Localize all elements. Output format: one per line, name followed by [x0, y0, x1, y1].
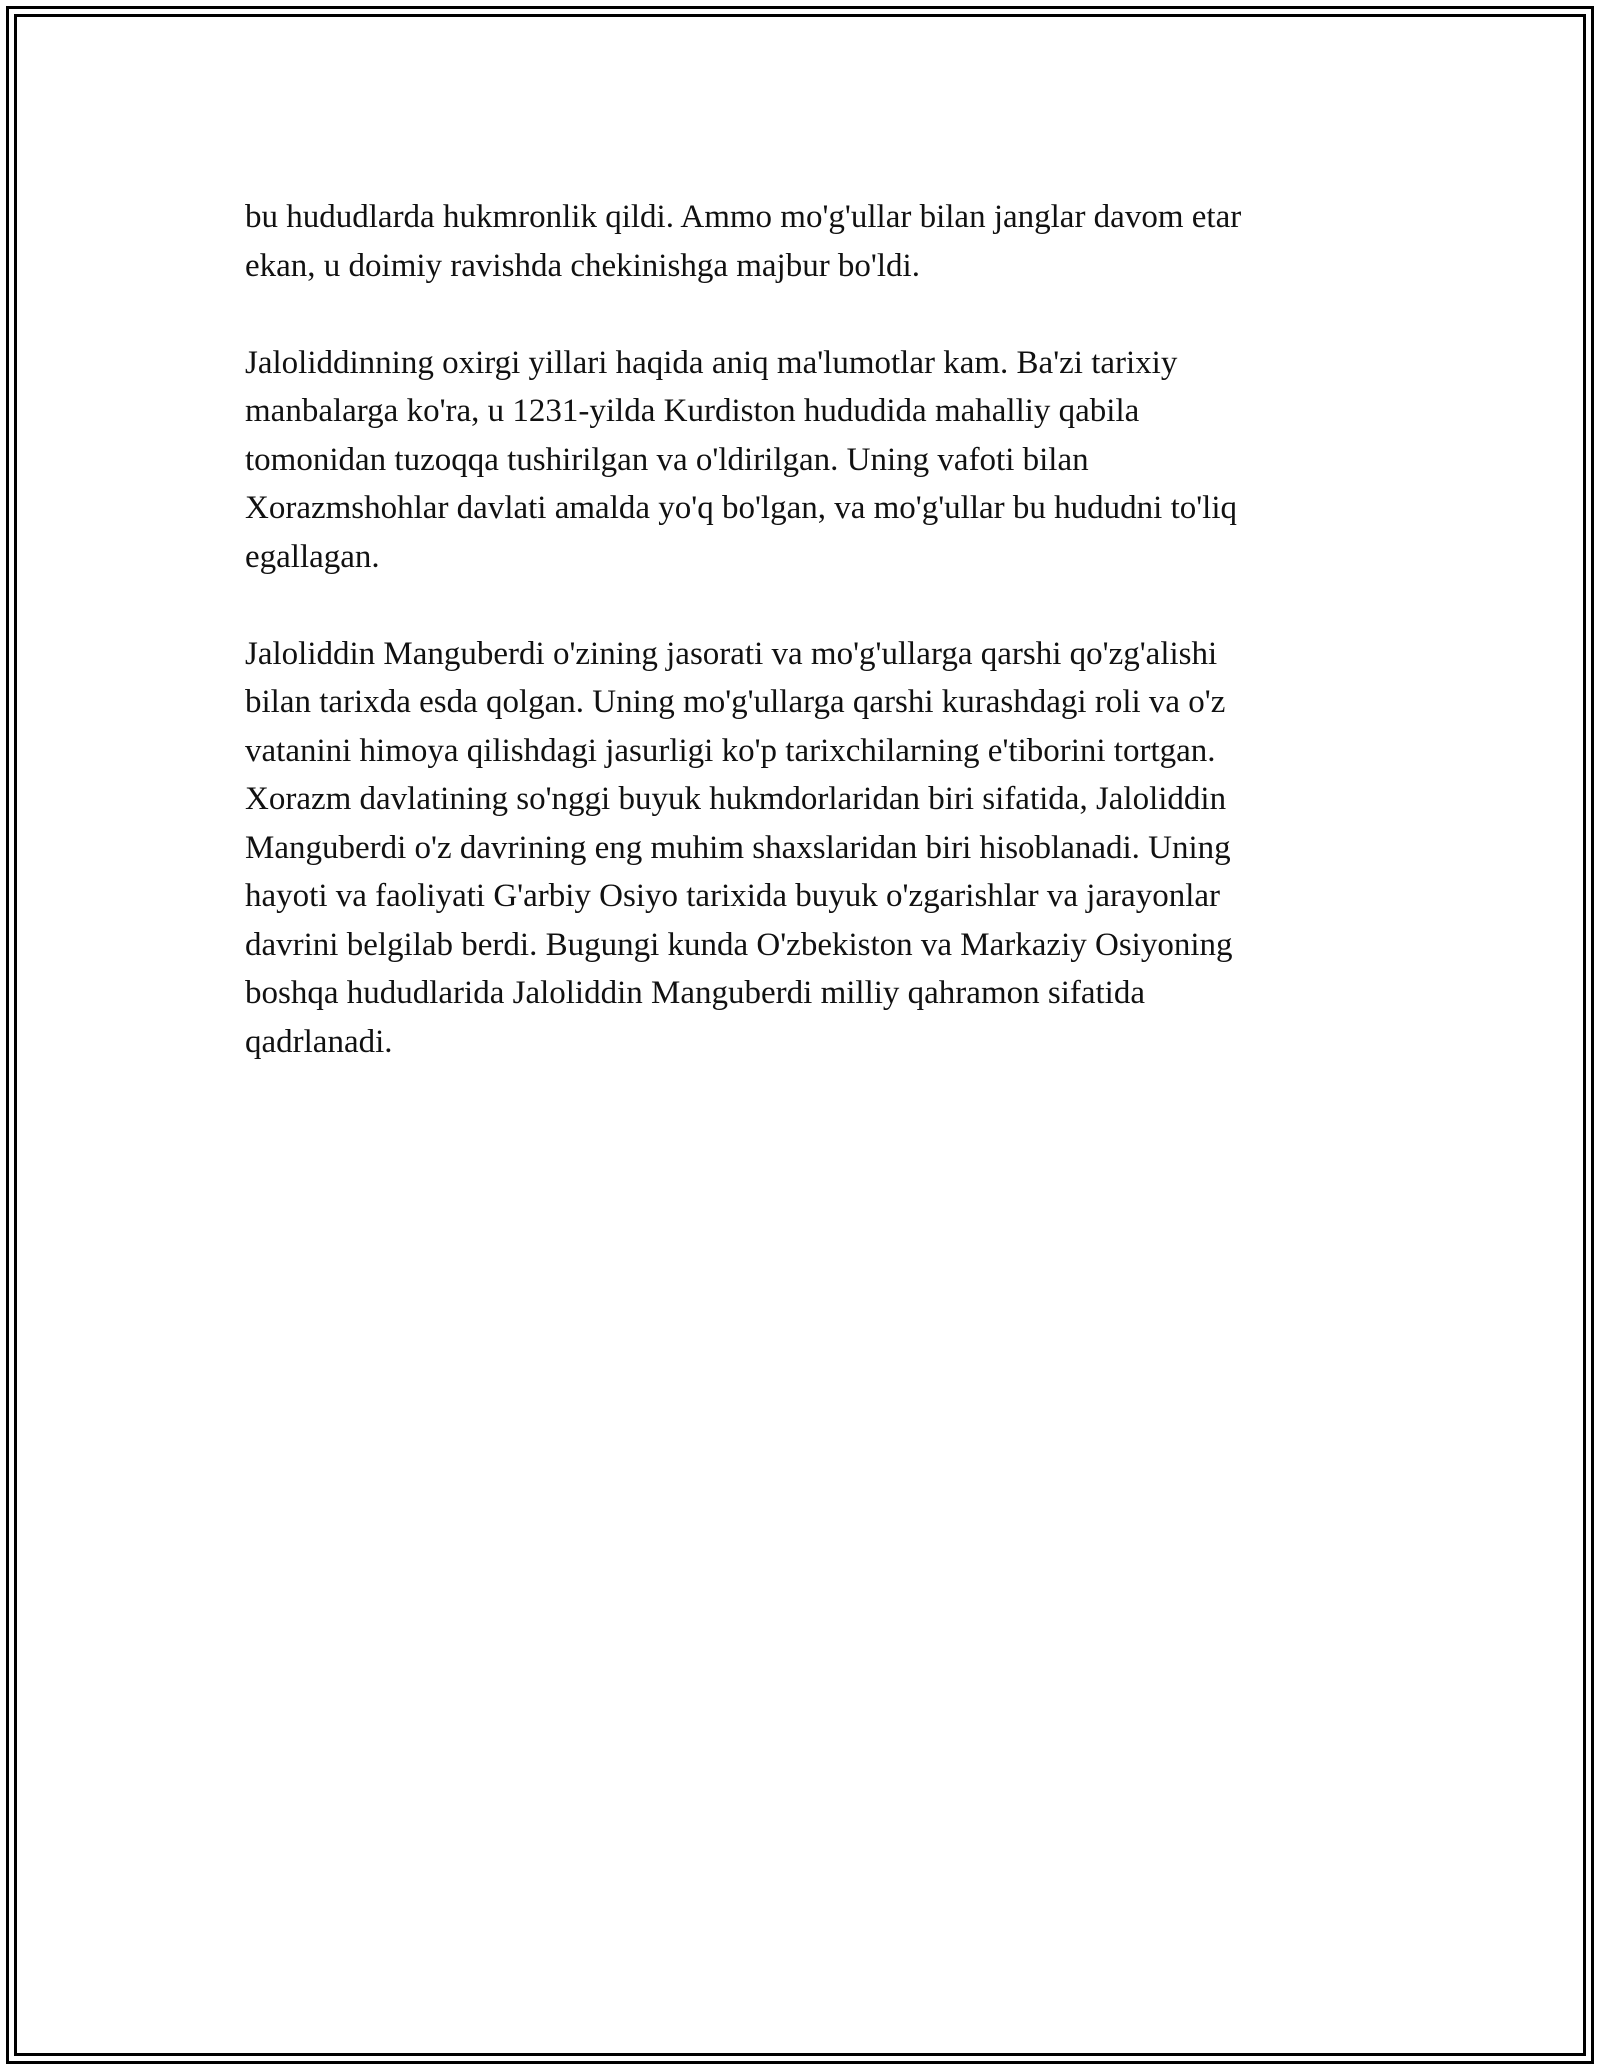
- paragraph-2: [245, 339, 1395, 582]
- text-line: boshqa hududlarida Jaloliddin Manguberdi milliy qahramon sifatida: [245, 975, 1145, 1011]
- text-line: tomonidan tuzoqqa tushirilgan va o'ldirilgan. Uning vafoti bilan: [245, 441, 1089, 478]
- text-line: ekan, u doimiy ravishda chekinishga majbur bo'ldi.: [245, 247, 920, 284]
- text-line: egallagan.: [245, 538, 380, 575]
- text-line: Manguberdi o'z davrining eng muhim shaxslaridan biri hisoblanadi. Uning: [245, 829, 1231, 866]
- page-outer-border: [6, 6, 1594, 2064]
- text-line: davrini belgilab berdi. Bugungi kunda O'zbekiston va Markaziy Osiyoning: [245, 926, 1233, 963]
- text-line: Xorazm davlatining so'nggi buyuk hukmdorlaridan biri sifatida, Jaloliddin: [245, 781, 1227, 817]
- text-line: qadrlanadi.: [245, 1023, 393, 1060]
- text-line: Xorazmshohlar davlati amalda yo'q bo'lgan, va mo'g'ullar bu hududni to'liq: [245, 490, 1238, 526]
- text-line: manbalarga ko'ra, u 1231-yilda Kurdiston hududida mahalliy qabila: [245, 393, 1140, 429]
- text-line: Jaloliddinning oxirgi yillari haqida aniq ma'lumotlar kam. Ba'zi tarixiy: [245, 344, 1178, 381]
- text-line: bu hududlarda hukmronlik qildi. Ammo mo'g'ullar bilan janglar davom etar: [245, 199, 1242, 235]
- document-body: [245, 193, 1395, 1115]
- text-line: bilan tarixda esda qolgan. Uning mo'g'ullarga qarshi kurashdagi roli va o'z: [245, 684, 1226, 720]
- text-line: hayoti va faoliyati G'arbiy Osiyo tarixida buyuk o'zgarishlar va jarayonlar: [245, 878, 1220, 914]
- text-line: Jaloliddin Manguberdi o'zining jasorati va mo'g'ullarga qarshi qo'zg'alishi: [245, 635, 1218, 672]
- paragraph-3: [245, 630, 1395, 1067]
- text-line: vatanini himoya qilishdagi jasurligi ko'p tarixchilarning e'tiborini tortgan.: [245, 732, 1216, 769]
- paragraph-1: [245, 193, 1395, 290]
